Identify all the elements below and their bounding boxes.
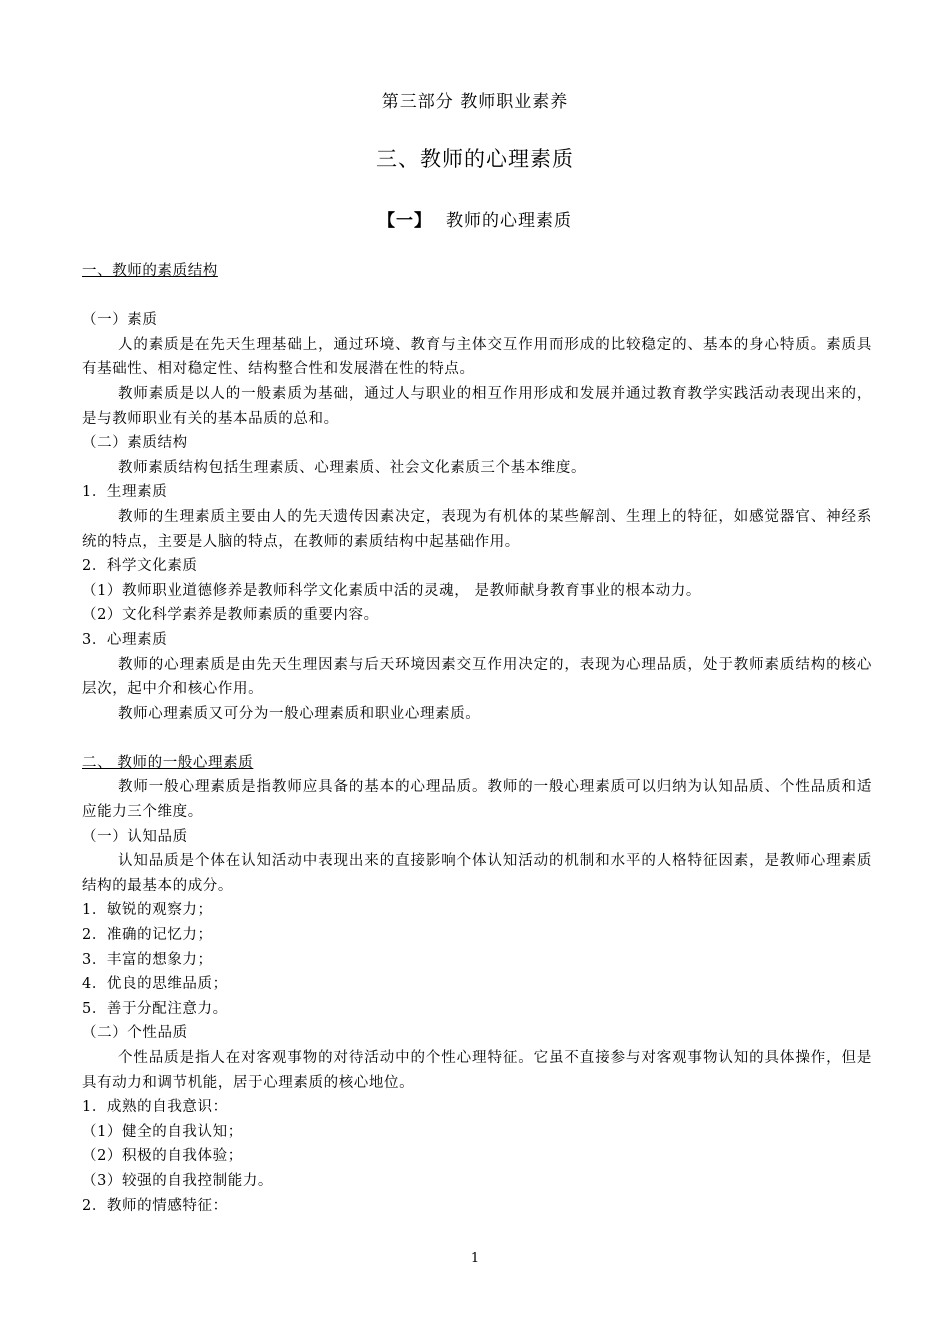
paragraph: 认知品质是个体在认知活动中表现出来的直接影响个体认知活动的机制和水平的人格特征因素，是教师心理素质结构的最基本的成分。 bbox=[82, 853, 872, 894]
subheading-cognitive-quality: （一）认知品质 bbox=[82, 828, 188, 845]
list-item: 4．优良的思维品质； bbox=[82, 976, 228, 993]
chapter-title: 三、教师的心理素质 bbox=[376, 147, 574, 171]
subheading-quality: （一）素质 bbox=[82, 312, 158, 329]
list-subitem: （1）教师职业道德修养是教师科学文化素质中活的灵魂， 是教师献身教育事业的根本动力。 bbox=[82, 582, 702, 599]
list-subitem: （1）健全的自我认知； bbox=[82, 1123, 243, 1140]
spacer bbox=[82, 726, 872, 751]
section-title-line bbox=[0, 209, 950, 233]
paragraph: 人的素质是在先天生理基础上，通过环境、教育与主体交互作用而形成的比较稳定的、基本的身心特质。素质具有基础性、相对稳定性、结构整合性和发展潜在性的特点。 bbox=[82, 336, 872, 378]
section-title: 教师的心理素质 bbox=[446, 211, 572, 231]
paragraph: 教师心理素质又可分为一般心理素质和职业心理素质。 bbox=[118, 705, 481, 722]
part-title: 第三部分 教师职业素养 bbox=[381, 92, 569, 112]
list-item: 2．教师的情感特征： bbox=[82, 1197, 228, 1214]
paragraph: 教师一般心理素质是指教师应具备的基本的心理品质。教师的一般心理素质可以归纳为认知品质、个性品质和适应能力三个维度。 bbox=[82, 779, 872, 821]
paragraph: 教师素质是以人的一般素质为基础，通过人与职业的相互作用形成和发展并通过教育教学实践活动表现出来的，是与教师职业有关的基本品质的总和。 bbox=[82, 385, 872, 427]
list-item: 3．心理素质 bbox=[82, 631, 168, 648]
list-subitem: （2）文化科学素养是教师素质的重要内容。 bbox=[82, 607, 379, 624]
list-subitem: （3）较强的自我控制能力。 bbox=[82, 1172, 274, 1189]
list-item: 1．生理素质 bbox=[82, 484, 168, 501]
list-item: 1．成熟的自我意识： bbox=[82, 1099, 228, 1116]
list-item: 5．善于分配注意力。 bbox=[82, 1000, 228, 1017]
subheading-personality-quality: （二）个性品质 bbox=[82, 1025, 188, 1042]
page-number: 1 bbox=[470, 1251, 480, 1266]
list-item: 3．丰富的想象力； bbox=[82, 951, 213, 968]
section-bracket-label: 【一】 bbox=[378, 211, 432, 231]
list-item: 1．敏锐的观察力； bbox=[82, 902, 213, 919]
document-body bbox=[82, 259, 872, 1218]
spacer bbox=[82, 284, 872, 309]
paragraph: 教师的心理素质是由先天生理因素与后天环境因素交互作用决定的，表现为心理品质，处于教师素质结构的核心层次，起中介和核心作用。 bbox=[82, 656, 872, 698]
heading-teacher-quality-structure: 一、教师的素质结构 bbox=[82, 263, 218, 279]
paragraph: 教师的生理素质主要由人的先天遗传因素决定，表现为有机体的某些解剖、生理上的特征，如感觉器官、神经系统的特点，主要是人脑的特点，在教师的素质结构中起基础作用。 bbox=[82, 508, 872, 550]
list-subitem: （2）积极的自我体验； bbox=[82, 1148, 243, 1165]
paragraph: 教师素质结构包括生理素质、心理素质、社会文化素质三个基本维度。 bbox=[118, 459, 587, 476]
list-item: 2．科学文化素质 bbox=[82, 558, 198, 575]
heading-general-psychological-quality: 二、 教师的一般心理素质 bbox=[82, 754, 254, 771]
subheading-quality-structure: （二）素质结构 bbox=[82, 435, 188, 452]
paragraph: 个性品质是指人在对客观事物的对待活动中的个性心理特征。它虽不直接参与对客观事物认知的具体操作，但是具有动力和调节机能，居于心理素质的核心地位。 bbox=[82, 1050, 872, 1091]
list-item: 2．准确的记忆力； bbox=[82, 927, 213, 944]
